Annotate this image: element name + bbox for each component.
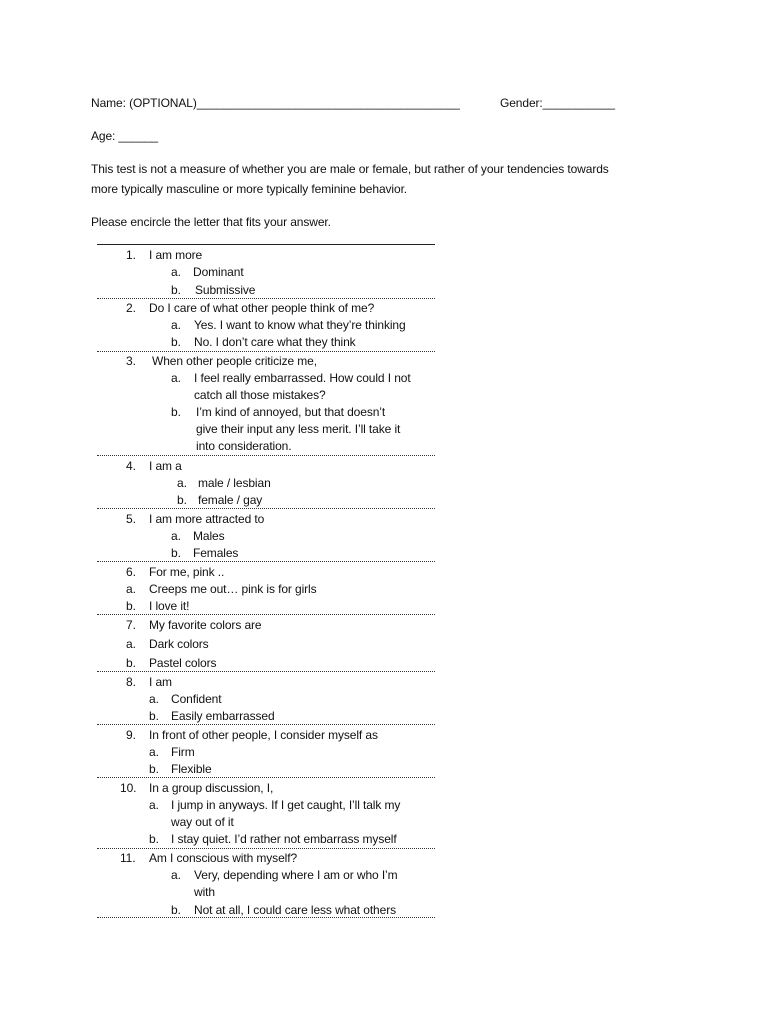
option-text-continued: into consideration. bbox=[196, 439, 292, 453]
option-text-3-a: I feel really embarrassed. How could I not bbox=[194, 371, 411, 385]
option-letter: b. bbox=[171, 283, 181, 297]
instruction-text: Please encircle the letter that fits your answer. bbox=[91, 215, 331, 229]
question-number: 2. bbox=[126, 301, 136, 315]
option-text-9-a: Firm bbox=[171, 745, 195, 759]
question-text-4: I am a bbox=[149, 459, 182, 473]
question-text-1: I am more bbox=[149, 248, 203, 262]
question-separator bbox=[97, 917, 435, 918]
option-text-11-b: Not at all, I could care less what others bbox=[194, 903, 396, 917]
option-text-4-a: male / lesbian bbox=[198, 476, 271, 490]
name-field-line: Name: (OPTIONAL)________________________________________ bbox=[91, 96, 460, 110]
option-text-11-a: Very, depending where I am or who I’m bbox=[194, 868, 398, 882]
question-separator bbox=[97, 298, 435, 299]
option-text-8-b: Easily embarrassed bbox=[171, 709, 275, 723]
option-letter: b. bbox=[177, 493, 187, 507]
option-text-7-a: Dark colors bbox=[149, 637, 209, 651]
question-separator bbox=[97, 508, 435, 509]
option-text-10-b: I stay quiet. I’d rather not embarrass myself bbox=[171, 832, 397, 846]
option-letter: b. bbox=[171, 405, 181, 419]
option-letter: b. bbox=[149, 832, 159, 846]
option-text-continued: with bbox=[194, 885, 215, 899]
question-separator bbox=[97, 724, 435, 725]
question-number: 5. bbox=[126, 512, 136, 526]
question-separator bbox=[97, 848, 435, 849]
option-text-7-b: Pastel colors bbox=[149, 656, 217, 670]
question-number: 9. bbox=[126, 728, 136, 742]
question-separator bbox=[97, 614, 435, 615]
question-separator bbox=[97, 777, 435, 778]
option-letter: a. bbox=[149, 745, 159, 759]
option-text-6-b: I love it! bbox=[149, 599, 190, 613]
option-text-2-a: Yes. I want to know what they’re thinking bbox=[194, 318, 406, 332]
option-letter: a. bbox=[171, 318, 181, 332]
question-text-2: Do I care of what other people think of me? bbox=[149, 301, 375, 315]
question-text-10: In a group discussion, I, bbox=[149, 781, 274, 795]
table-top-rule bbox=[97, 244, 435, 245]
option-text-3-b: I’m kind of annoyed, but that doesn’t bbox=[196, 405, 386, 419]
option-letter: a. bbox=[126, 582, 136, 596]
option-text-10-a: I jump in anyways. If I get caught, I’ll talk my bbox=[171, 798, 401, 812]
question-number: 4. bbox=[126, 459, 136, 473]
question-separator bbox=[97, 351, 435, 352]
question-text-6: For me, pink .. bbox=[149, 565, 225, 579]
option-letter: a. bbox=[177, 476, 187, 490]
intro-text-line-2: more typically masculine or more typically feminine behavior. bbox=[91, 182, 408, 196]
option-text-continued: give their input any less merit. I’ll take it bbox=[196, 422, 401, 436]
question-number: 7. bbox=[126, 618, 136, 632]
option-text-continued: way out of it bbox=[171, 815, 234, 829]
option-letter: a. bbox=[149, 798, 159, 812]
question-text-5: I am more attracted to bbox=[149, 512, 265, 526]
question-number: 11. bbox=[120, 851, 136, 865]
question-text-3: When other people criticize me, bbox=[152, 354, 317, 368]
option-text-continued: catch all those mistakes? bbox=[194, 388, 326, 402]
option-letter: a. bbox=[171, 371, 181, 385]
question-separator bbox=[97, 561, 435, 562]
option-letter: b. bbox=[126, 656, 136, 670]
age-field-line: Age: ______ bbox=[91, 129, 158, 143]
option-letter: b. bbox=[126, 599, 136, 613]
gender-field-line: Gender:___________ bbox=[500, 96, 615, 110]
option-letter: b. bbox=[171, 903, 181, 917]
question-number: 1. bbox=[126, 248, 136, 262]
option-text-4-b: female / gay bbox=[198, 493, 263, 507]
question-separator bbox=[97, 671, 435, 672]
option-letter: b. bbox=[171, 546, 181, 560]
option-text-1-b: Submissive bbox=[195, 283, 256, 297]
intro-text-line-1: This test is not a measure of whether you are male or female, but rather of your tendencies towards bbox=[91, 162, 609, 176]
option-letter: a. bbox=[149, 692, 159, 706]
option-letter: b. bbox=[149, 709, 159, 723]
question-text-8: I am bbox=[149, 675, 172, 689]
option-text-5-a: Males bbox=[193, 529, 225, 543]
question-number: 6. bbox=[126, 565, 136, 579]
option-text-5-b: Females bbox=[193, 546, 239, 560]
question-text-11: Am I conscious with myself? bbox=[149, 851, 298, 865]
option-letter: a. bbox=[126, 637, 136, 651]
option-letter: b. bbox=[171, 335, 181, 349]
question-text-7: My favorite colors are bbox=[149, 618, 262, 632]
option-letter: a. bbox=[171, 868, 181, 882]
question-number: 10. bbox=[120, 781, 137, 795]
option-text-9-b: Flexible bbox=[171, 762, 212, 776]
question-number: 8. bbox=[126, 675, 136, 689]
option-text-2-b: No. I don’t care what they think bbox=[194, 335, 356, 349]
option-letter: b. bbox=[149, 762, 159, 776]
question-text-9: In front of other people, I consider myself as bbox=[149, 728, 378, 742]
question-separator bbox=[97, 455, 435, 456]
option-text-1-a: Dominant bbox=[193, 265, 244, 279]
option-text-8-a: Confident bbox=[171, 692, 222, 706]
option-letter: a. bbox=[171, 265, 181, 279]
question-number: 3. bbox=[126, 354, 136, 368]
option-text-6-a: Creeps me out… pink is for girls bbox=[149, 582, 317, 596]
option-letter: a. bbox=[171, 529, 181, 543]
